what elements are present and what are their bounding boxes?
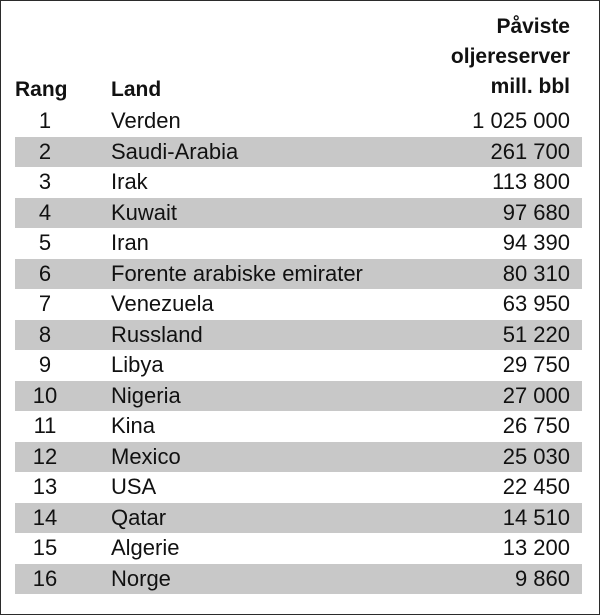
value-cell: 27 000	[502, 382, 570, 408]
value-cell: 13 200	[502, 535, 570, 560]
rank-cell: 5	[38, 230, 52, 255]
rank-cell: 1	[38, 108, 52, 133]
value-cell: 9 860	[514, 565, 570, 591]
country-cell: Forente arabiske emirater	[111, 260, 363, 286]
value-cell: 51 220	[502, 321, 570, 347]
table-row	[15, 533, 582, 564]
table-row	[15, 381, 582, 412]
country-cell: Nigeria	[111, 382, 181, 408]
rank-cell: 15	[32, 535, 58, 560]
rank-cell: 13	[32, 474, 58, 499]
value-cell: 1 025 000	[472, 108, 570, 133]
country-cell: Venezuela	[111, 291, 214, 316]
table-row	[15, 198, 582, 229]
rank-cell: 4	[38, 199, 52, 225]
header-value-line1: Påviste	[496, 15, 570, 38]
table-row	[15, 411, 582, 442]
country-cell: Irak	[111, 169, 148, 194]
value-cell: 261 700	[490, 138, 570, 164]
country-cell: Iran	[111, 230, 149, 255]
table-row	[15, 259, 582, 290]
rank-cell: 9	[38, 352, 52, 377]
table-row	[15, 167, 582, 198]
header-value	[451, 12, 570, 102]
table-row	[15, 289, 582, 320]
value-cell: 63 950	[502, 291, 570, 316]
table-row	[15, 320, 582, 351]
table-row	[15, 503, 582, 534]
table-header	[15, 0, 582, 106]
value-cell: 97 680	[502, 199, 570, 225]
table-row	[15, 106, 582, 137]
value-cell: 29 750	[502, 352, 570, 377]
country-cell: Mexico	[111, 443, 181, 469]
rank-cell: 14	[32, 504, 58, 530]
country-cell: Russland	[111, 321, 203, 347]
header-rank: Rang	[15, 78, 68, 101]
value-cell: 80 310	[502, 260, 570, 286]
rank-cell: 16	[32, 565, 58, 591]
rank-cell: 2	[38, 138, 52, 164]
rank-cell: 8	[38, 321, 52, 347]
rank-cell: 7	[38, 291, 52, 316]
header-value-line2: oljereserver	[450, 45, 570, 68]
table-row	[15, 137, 582, 168]
country-cell: Algerie	[111, 535, 180, 560]
country-cell: Verden	[111, 108, 181, 133]
country-cell: Saudi-Arabia	[111, 138, 239, 164]
value-cell: 14 510	[502, 504, 570, 530]
country-cell: Kina	[111, 413, 156, 438]
value-cell: 113 800	[492, 169, 570, 194]
value-cell: 26 750	[502, 413, 570, 438]
table-row	[15, 564, 582, 595]
country-cell: Libya	[111, 352, 164, 377]
table-row	[15, 442, 582, 473]
country-cell: Norge	[111, 565, 171, 591]
table-row	[15, 350, 582, 381]
country-cell: USA	[111, 474, 157, 499]
rank-cell: 11	[33, 413, 57, 438]
oil-reserves-table	[15, 0, 582, 594]
value-cell: 22 450	[502, 474, 570, 499]
table-row	[15, 228, 582, 259]
rank-cell: 12	[32, 443, 58, 469]
table-row	[15, 472, 582, 503]
header-country: Land	[111, 78, 162, 101]
value-cell: 25 030	[502, 443, 570, 469]
header-value-line3: mill. bbl	[490, 75, 570, 98]
rank-cell: 3	[38, 169, 52, 194]
value-cell: 94 390	[502, 230, 570, 255]
rank-cell: 10	[32, 382, 58, 408]
rank-cell: 6	[38, 260, 52, 286]
country-cell: Qatar	[111, 504, 167, 530]
country-cell: Kuwait	[111, 199, 178, 225]
